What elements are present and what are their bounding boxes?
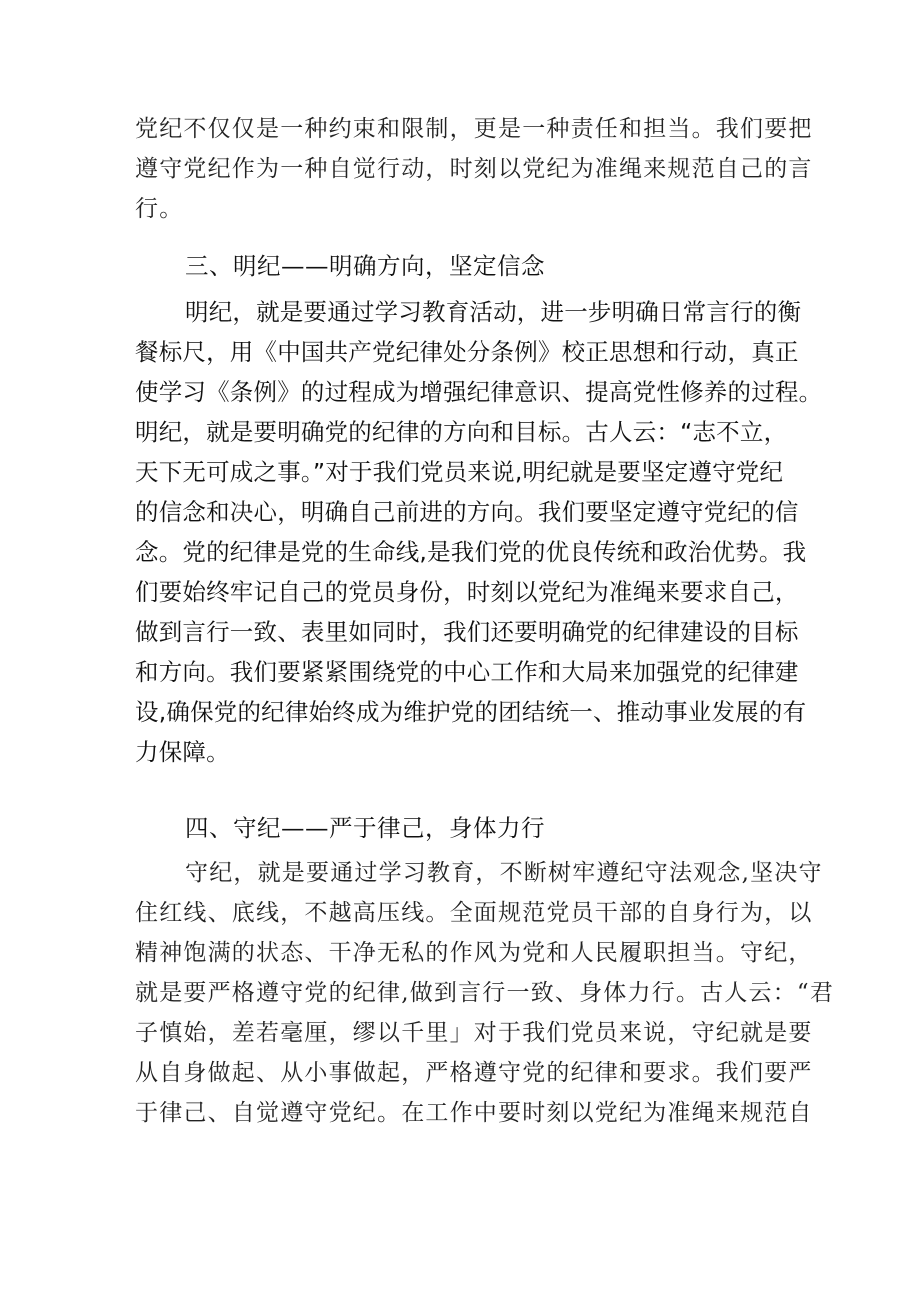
section-4-heading-text: 四、守纪——严于律己，身体力行 — [185, 814, 545, 842]
section-3-line-6: 的信念和决心，明确自己前进的方向。我们要坚定遵守党纪的信 — [135, 498, 799, 526]
section-3-line-10: 和方向。我们要紧紧围绕党的中心工作和大局来加强党的纪律建 — [135, 658, 799, 686]
section-3-line-9: 做到言行一致、表里如同时，我们还要明确党的纪律建设的目标 — [135, 618, 799, 646]
section-4-line-1: 守纪，就是要通过学习教育，不断树牢遵纪守法观念,坚决守 — [185, 860, 823, 886]
section-3-heading-text: 三、明纪——明确方向，坚定信念 — [185, 252, 545, 280]
section-4-line-4: 就是要严格遵守党的纪律,做到言行一致、身体力行。古人云：“君 — [135, 980, 835, 1006]
section-4-line-5: 子慎始，差若毫厘，缪以千里」对于我们党员来说，守纪就是要 — [135, 1020, 813, 1046]
section-3-line-1: 明纪，就是要通过学习教育活动，进一步明确日常言行的衡 — [185, 298, 802, 326]
section-4-line-7: 于律己、自觉遵守党纪。在工作中要时刻以党纪为准绳来规范自 — [135, 1100, 813, 1126]
intro-line-1: 党纪不仅仅是一种约束和限制，更是一种责任和担当。我们要把 — [135, 116, 813, 142]
section-3-line-12: 力保障。 — [135, 738, 230, 766]
section-3-heading — [185, 246, 785, 286]
intro-line-2: 遵守党纪作为一种自觉行动，时刻以党纪为准绳来规范自己的言 — [135, 156, 813, 182]
section-4-line-3: 精神饱满的状态、干净无私的作风为党和人民履职担当。守纪， — [135, 940, 813, 966]
section-3-line-8: 们要始终牢记自己的党员身份，时刻以党纪为准绳来要求自己， — [135, 578, 799, 606]
section-4-line-6: 从自身做起、从小事做起，严格遵守党的纪律和要求。我们要严 — [135, 1060, 813, 1086]
section-4-line-2: 住红线、底线，不越高压线。全面规范党员干部的自身行为，以 — [135, 900, 813, 926]
section-3-line-2: 餐标尺，用《中国共产党纪律处分条例》校正思想和行动，真正 — [135, 338, 799, 366]
section-3-line-11: 设,确保党的纪律始终成为维护党的团结统一、推动事业发展的有 — [135, 698, 807, 726]
section-3-line-7: 念。党的纪律是党的生命线,是我们党的优良传统和政治优势。我 — [135, 538, 807, 566]
intro-line-3: 行。 — [135, 196, 184, 222]
section-4-heading — [185, 808, 785, 848]
intro-paragraph — [135, 109, 813, 229]
section-3-line-3: 使学习《条例》的过程成为增强纪律意识、提高党性修养的过程。 — [135, 378, 823, 406]
section-3-line-4: 明纪，就是要明确党的纪律的方向和目标。古人云：“志不立， — [135, 418, 788, 446]
section-3-line-5: 天下无可成之事。”对于我们党员来说,明纪就是要坚定遵守党纪 — [135, 458, 784, 486]
